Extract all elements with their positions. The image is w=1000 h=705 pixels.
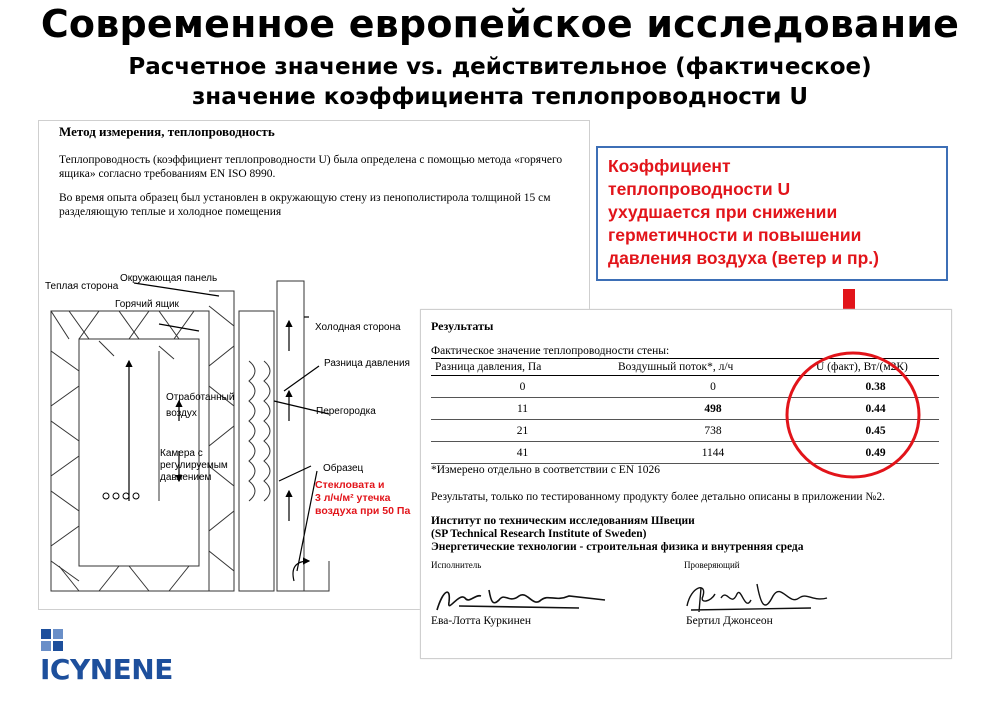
logo-text: ICYNENE bbox=[40, 653, 173, 686]
results-note: Результаты, только по тестированному продукту более детально описаны в приложении №2. bbox=[431, 491, 886, 503]
label-partition: Перегородка bbox=[316, 406, 376, 417]
label-chamber-3: давлением bbox=[160, 472, 212, 483]
red-note-line-2: 3 л/ч/м² утечка bbox=[315, 492, 391, 504]
callout-line-1: Коэффициент bbox=[608, 156, 731, 176]
table-cell: 21 bbox=[431, 420, 614, 442]
table-cell: 41 bbox=[431, 442, 614, 464]
table-cell: 0 bbox=[431, 376, 614, 398]
label-hot-box: Горячий ящик bbox=[115, 299, 179, 310]
column-header: Разница давления, Па bbox=[431, 359, 614, 376]
results-caption: Фактическое значение теплопроводности стены: bbox=[431, 345, 670, 357]
slide-subtitle-line1: Расчетное значение vs. действительное (фактическое) bbox=[128, 54, 872, 80]
table-cell: 1144 bbox=[614, 442, 812, 464]
table-cell: 498 bbox=[614, 398, 812, 420]
performer-label: Исполнитель bbox=[431, 560, 482, 570]
institute-line-2: (SP Technical Research Institute of Sweden) bbox=[431, 528, 647, 540]
method-paragraph-2: Во время опыта образец был установлен в окружающую стену из пенополистирола толщиной 15 см разделяющую теплые и холодное помещения bbox=[59, 192, 551, 218]
label-pressure-diff: Разница давления bbox=[324, 358, 410, 369]
table-cell: 0.44 bbox=[812, 398, 939, 420]
slide-title: Современное европейское исследование bbox=[40, 2, 960, 46]
results-heading: Результаты bbox=[431, 319, 494, 333]
red-note-line-1: Стекловата и bbox=[315, 479, 385, 491]
callout-line-3: ухудшается при снижении bbox=[608, 202, 838, 222]
institute-line-3: Энергетические технологии - строительная физика и внутренняя среда bbox=[431, 541, 804, 553]
label-warm-side: Теплая сторона bbox=[45, 281, 119, 292]
label-cold-side: Холодная сторона bbox=[315, 322, 401, 333]
label-sample: Образец bbox=[323, 463, 364, 474]
checker-label: Проверяющий bbox=[684, 560, 740, 570]
callout-box bbox=[596, 146, 948, 281]
checker-name: Бертил Джонсеон bbox=[686, 615, 773, 627]
table-cell: 11 bbox=[431, 398, 614, 420]
column-header: U (факт), Вт/(м2К) bbox=[812, 359, 939, 376]
column-header: Воздушный поток*, л/ч bbox=[614, 359, 812, 376]
label-surrounding-panel: Окружающая панель bbox=[120, 273, 218, 284]
table-cell: 0.45 bbox=[812, 420, 939, 442]
label-chamber-1: Камера с bbox=[160, 448, 203, 459]
institute-line-1: Институт по техническим исследованиям Швеции bbox=[431, 515, 695, 527]
label-exhaust-air-2: воздух bbox=[166, 408, 197, 419]
callout-line-2: теплопроводности U bbox=[608, 179, 791, 199]
method-paragraph-1: Теплопроводность (коэффициент теплопроводности U) была определена с помощью метода «горячего ящика» согласно требованиям EN ISO 8990. bbox=[59, 154, 563, 180]
table-cell: 738 bbox=[614, 420, 812, 442]
label-chamber-2: регулируемым bbox=[160, 460, 228, 471]
red-note bbox=[315, 479, 410, 518]
table-cell: 0 bbox=[614, 376, 812, 398]
cube-logo-icon bbox=[39, 627, 65, 653]
performer-name: Ева-Лотта Куркинен bbox=[431, 615, 531, 627]
results-document bbox=[420, 309, 952, 659]
slide-subtitle-line2: значение коэффициента теплопроводности U bbox=[191, 84, 809, 110]
callout-line-5: давления воздуха (ветер и пр.) bbox=[608, 248, 879, 268]
label-exhaust-air-1: Отработанный bbox=[166, 392, 235, 403]
results-footnote: *Измерено отдельно в соответствии с EN 1026 bbox=[431, 464, 660, 476]
table-cell: 0.49 bbox=[812, 442, 939, 464]
u-column-highlight bbox=[783, 350, 923, 480]
table-cell: 0.38 bbox=[812, 376, 939, 398]
callout-line-4: герметичности и повышении bbox=[608, 225, 862, 245]
method-heading: Метод измерения, теплопроводность bbox=[59, 124, 275, 139]
red-note-line-3: воздуха при 50 Па bbox=[315, 505, 411, 517]
